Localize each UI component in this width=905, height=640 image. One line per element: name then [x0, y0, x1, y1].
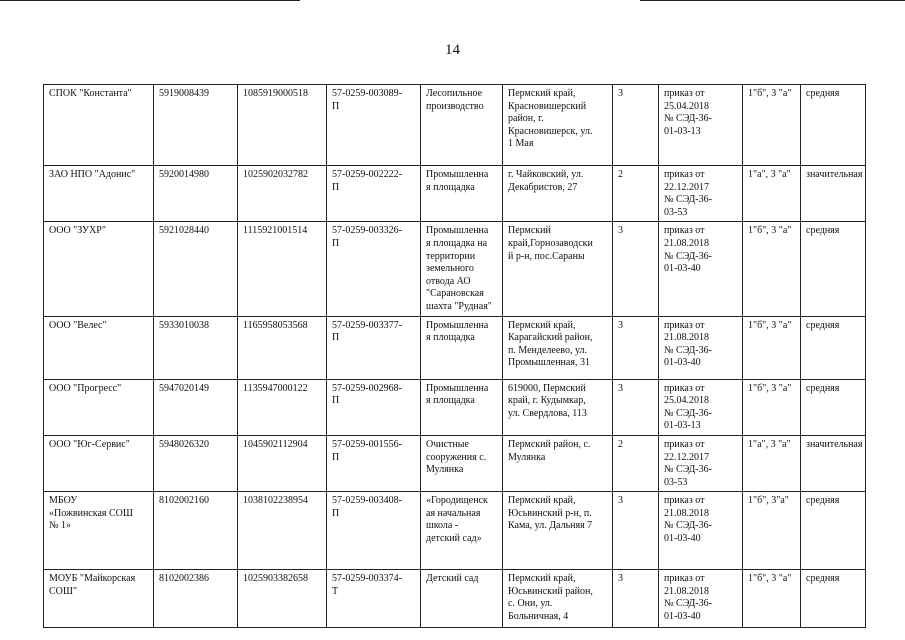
- inn-cell: 8102002160: [154, 492, 238, 570]
- risk-level-cell: средняя: [801, 222, 866, 316]
- category-cell: 2: [613, 435, 659, 491]
- inn-cell: 5948026320: [154, 435, 238, 491]
- address-cell: Пермский район, с. Мулянка: [503, 435, 613, 491]
- category-cell: 3: [613, 570, 659, 628]
- address-cell: 619000, Пермский край, г. Кудымкар, ул. Свердлова, 113: [503, 379, 613, 435]
- ogrn-cell: 1025903382658: [238, 570, 327, 628]
- order-cell: приказ от 21.08.2018 № СЭД-36- 01-03-40: [659, 570, 743, 628]
- org-name-cell: СПОК "Константа": [44, 85, 154, 166]
- inn-cell: 5933010038: [154, 316, 238, 379]
- object-name-cell: Промышленна я площадка: [421, 379, 503, 435]
- object-code-cell: 57-0259-003377- П: [327, 316, 421, 379]
- criteria-cell: 1"б", 3 "а": [743, 570, 801, 628]
- category-cell: 3: [613, 379, 659, 435]
- table-row: [44, 570, 866, 628]
- ogrn-cell: 1045902112904: [238, 435, 327, 491]
- table-row: [44, 492, 866, 570]
- address-cell: Пермский край,Горнозаводски й р-н, пос.Сараны: [503, 222, 613, 316]
- criteria-cell: 1"б", 3 "а": [743, 379, 801, 435]
- org-name-cell: МОУБ "Майкорская СОШ": [44, 570, 154, 628]
- inn-cell: 5919008439: [154, 85, 238, 166]
- object-code-cell: 57-0259-002222- П: [327, 166, 421, 222]
- org-name-cell: ООО "Велес": [44, 316, 154, 379]
- object-name-cell: Очистные сооружения с. Мулянка: [421, 435, 503, 491]
- criteria-cell: 1"а", 3 "а": [743, 166, 801, 222]
- address-cell: г. Чайковский, ул. Декабристов, 27: [503, 166, 613, 222]
- risk-level-cell: средняя: [801, 379, 866, 435]
- order-cell: приказ от 25.04.2018 № СЭД-36- 01-03-13: [659, 85, 743, 166]
- category-cell: 3: [613, 222, 659, 316]
- org-name-cell: МБОУ «Пожвинская СОШ № 1»: [44, 492, 154, 570]
- order-cell: приказ от 21.08.2018 № СЭД-36- 01-03-40: [659, 492, 743, 570]
- org-name-cell: ООО "Прогресс": [44, 379, 154, 435]
- category-cell: 3: [613, 316, 659, 379]
- category-cell: 3: [613, 492, 659, 570]
- risk-level-cell: средняя: [801, 570, 866, 628]
- table-row: [44, 222, 866, 316]
- address-cell: Пермский край, Карагайский район, п. Менделеево, ул. Промышленная, 31: [503, 316, 613, 379]
- org-name-cell: ЗАО НПО "Адонис": [44, 166, 154, 222]
- object-name-cell: Промышленна я площадка на территории земельного отвода АО "Сарановская шахта "Рудная": [421, 222, 503, 316]
- ogrn-cell: 1135947000122: [238, 379, 327, 435]
- top-rule: [0, 0, 300, 1]
- object-name-cell: Лесопильное производство: [421, 85, 503, 166]
- ogrn-cell: 1038102238954: [238, 492, 327, 570]
- risk-level-cell: средняя: [801, 316, 866, 379]
- page-number: 14: [445, 42, 460, 58]
- inn-cell: 5947020149: [154, 379, 238, 435]
- object-code-cell: 57-0259-003326- П: [327, 222, 421, 316]
- object-name-cell: «Городищенск ая начальная школа - детский сад»: [421, 492, 503, 570]
- top-rule: [640, 0, 905, 1]
- address-cell: Пермский край, Юсьвинский р-н, п. Кама, ул. Дальняя 7: [503, 492, 613, 570]
- order-cell: приказ от 22.12.2017 № СЭД-36- 03-53: [659, 166, 743, 222]
- ogrn-cell: 1085919000518: [238, 85, 327, 166]
- category-cell: 2: [613, 166, 659, 222]
- table-row: [44, 85, 866, 166]
- category-cell: 3: [613, 85, 659, 166]
- risk-level-cell: средняя: [801, 492, 866, 570]
- table-row: [44, 166, 866, 222]
- order-cell: приказ от 21.08.2018 № СЭД-36- 01-03-40: [659, 316, 743, 379]
- risk-level-cell: значительная: [801, 435, 866, 491]
- criteria-cell: 1"б", 3 "а": [743, 222, 801, 316]
- object-code-cell: 57-0259-003374- Т: [327, 570, 421, 628]
- object-code-cell: 57-0259-003089- П: [327, 85, 421, 166]
- table-row: [44, 435, 866, 491]
- inn-cell: 8102002386: [154, 570, 238, 628]
- risk-level-cell: значительная: [801, 166, 866, 222]
- registry-table: [43, 84, 866, 628]
- ogrn-cell: 1165958053568: [238, 316, 327, 379]
- object-code-cell: 57-0259-001556- П: [327, 435, 421, 491]
- inn-cell: 5921028440: [154, 222, 238, 316]
- criteria-cell: 1"б", 3"а": [743, 492, 801, 570]
- inn-cell: 5920014980: [154, 166, 238, 222]
- criteria-cell: 1"б", 3 "а": [743, 316, 801, 379]
- table-row: [44, 316, 866, 379]
- criteria-cell: 1"б", 3 "а": [743, 85, 801, 166]
- ogrn-cell: 1025902032782: [238, 166, 327, 222]
- ogrn-cell: 1115921001514: [238, 222, 327, 316]
- order-cell: приказ от 25.04.2018 № СЭД-36- 01-03-13: [659, 379, 743, 435]
- object-code-cell: 57-0259-003408- П: [327, 492, 421, 570]
- address-cell: Пермский край, Красновишерский район, г. Красновишерск, ул. 1 Мая: [503, 85, 613, 166]
- object-name-cell: Промышленна я площадка: [421, 316, 503, 379]
- criteria-cell: 1"а", 3 "а": [743, 435, 801, 491]
- org-name-cell: ООО "ЗУХР": [44, 222, 154, 316]
- order-cell: приказ от 21.08.2018 № СЭД-36- 01-03-40: [659, 222, 743, 316]
- table-row: [44, 379, 866, 435]
- order-cell: приказ от 22.12.2017 № СЭД-36- 03-53: [659, 435, 743, 491]
- object-name-cell: Детский сад: [421, 570, 503, 628]
- object-code-cell: 57-0259-002968- П: [327, 379, 421, 435]
- org-name-cell: ООО "Юг-Сервис": [44, 435, 154, 491]
- object-name-cell: Промышленна я площадка: [421, 166, 503, 222]
- address-cell: Пермский край, Юсьвинский район, с. Они, ул. Больничная, 4: [503, 570, 613, 628]
- risk-level-cell: средняя: [801, 85, 866, 166]
